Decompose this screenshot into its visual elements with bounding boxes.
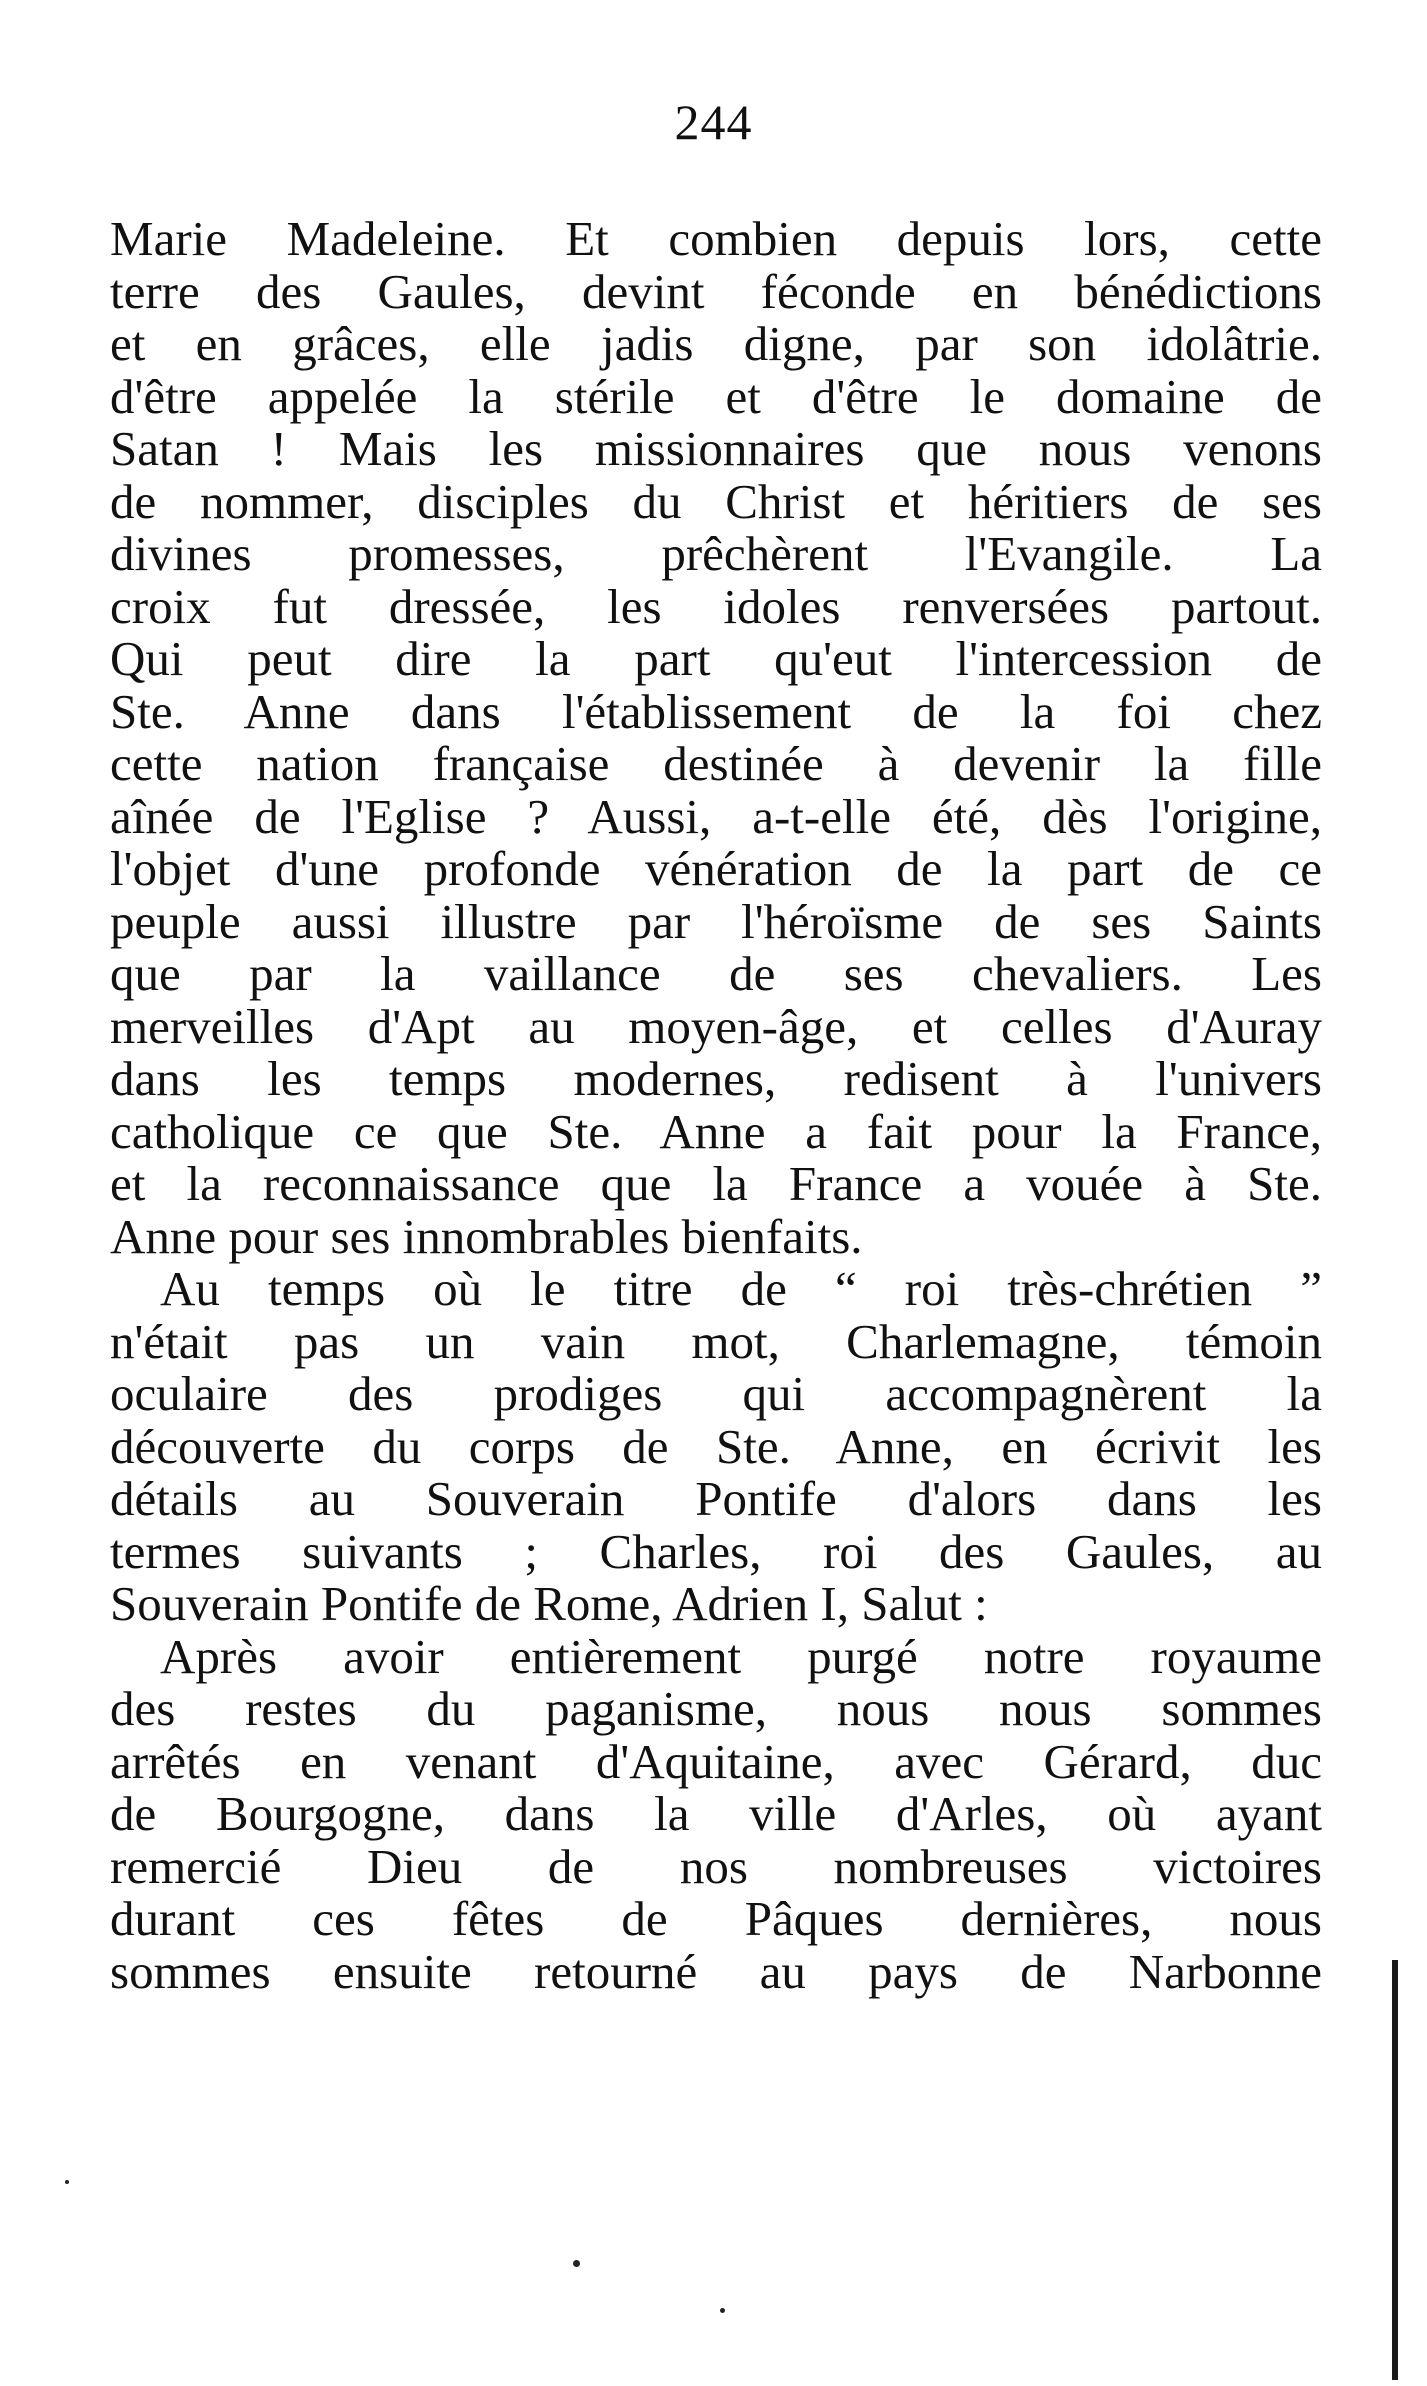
text-line: sommes ensuite retourné au pays de Narbonne <box>110 1943 1322 1999</box>
text-line: de Bourgogne, dans la ville d'Arles, où ayant <box>110 1786 1322 1841</box>
text-line: Marie Madeleine. Et combien depuis lors, cette <box>110 211 1322 266</box>
text-line: croix fut dressée, les idoles renversées partout. <box>110 578 1322 634</box>
text-line: et en grâces, elle jadis digne, par son idolâtrie. <box>110 316 1322 371</box>
text-line: détails au Souverain Pontife d'alors dans les <box>110 1471 1322 1526</box>
scan-edge-rule <box>1392 1960 1398 2380</box>
text-line: oculaire des prodiges qui accompagnèrent la <box>110 1366 1322 1421</box>
body-text <box>110 213 1322 1998</box>
text-line: Satan ! Mais les missionnaires que nous venons <box>110 421 1322 476</box>
paragraph-1 <box>110 213 1322 1263</box>
text-line: que par la vaillance de ses chevaliers. Les <box>110 946 1322 1001</box>
ink-speck <box>720 2308 725 2313</box>
ink-speck <box>573 2260 580 2267</box>
text-line: merveilles d'Apt au moyen-âge, et celles d'Auray <box>110 998 1322 1054</box>
text-line: de nommer, disciples du Christ et héritiers de ses <box>110 473 1322 529</box>
text-line: dans les temps modernes, redisent à l'univers <box>110 1051 1322 1106</box>
text-line: découverte du corps de Ste. Anne, en écrivit les <box>110 1418 1322 1474</box>
text-line: Qui peut dire la part qu'eut l'intercession de <box>110 631 1322 686</box>
text-line: divines promesses, prêchèrent l'Evangile. La <box>110 526 1322 581</box>
text-line: Après avoir entièrement purgé notre royaume <box>160 1628 1322 1684</box>
text-line: terre des Gaules, devint féconde en bénédictions <box>110 263 1322 319</box>
text-line: durant ces fêtes de Pâques dernières, nous <box>110 1891 1322 1946</box>
text-line: cette nation française destinée à devenir la fille <box>110 736 1322 791</box>
text-line: aînée de l'Eglise ? Aussi, a-t-elle été, dès l'origine, <box>110 788 1322 844</box>
text-line: Ste. Anne dans l'établissement de la foi chez <box>110 683 1322 739</box>
text-line: termes suivants ; Charles, roi des Gaules, au <box>110 1523 1322 1579</box>
text-line: Anne pour ses innombrables bienfaits. <box>110 1208 863 1264</box>
page-number: 244 <box>674 94 753 150</box>
text-line: peuple aussi illustre par l'héroïsme de ses Saints <box>110 893 1322 949</box>
text-line: l'objet d'une profonde vénération de la part de ce <box>110 841 1322 896</box>
ink-speck <box>65 2180 69 2184</box>
text-line: n'était pas un vain mot, Charlemagne, témoin <box>110 1313 1322 1369</box>
text-line: remercié Dieu de nos nombreuses victoires <box>110 1838 1322 1894</box>
text-line: d'être appelée la stérile et d'être le domaine de <box>110 368 1322 424</box>
paragraph-3 <box>110 1628 1322 1999</box>
paragraph-2 <box>110 1263 1322 1631</box>
text-line: Souverain Pontife de Rome, Adrien I, Salut : <box>110 1576 988 1631</box>
text-line: arrêtés en venant d'Aquitaine, avec Gérard, duc <box>110 1733 1322 1789</box>
text-line: catholique ce que Ste. Anne a fait pour la France, <box>110 1103 1322 1159</box>
text-line: Au temps où le titre de “ roi très-chrétien ” <box>160 1261 1322 1316</box>
text-line: des restes du paganisme, nous nous sommes <box>110 1681 1322 1736</box>
text-line: et la reconnaissance que la France a vouée à Ste. <box>110 1156 1322 1211</box>
